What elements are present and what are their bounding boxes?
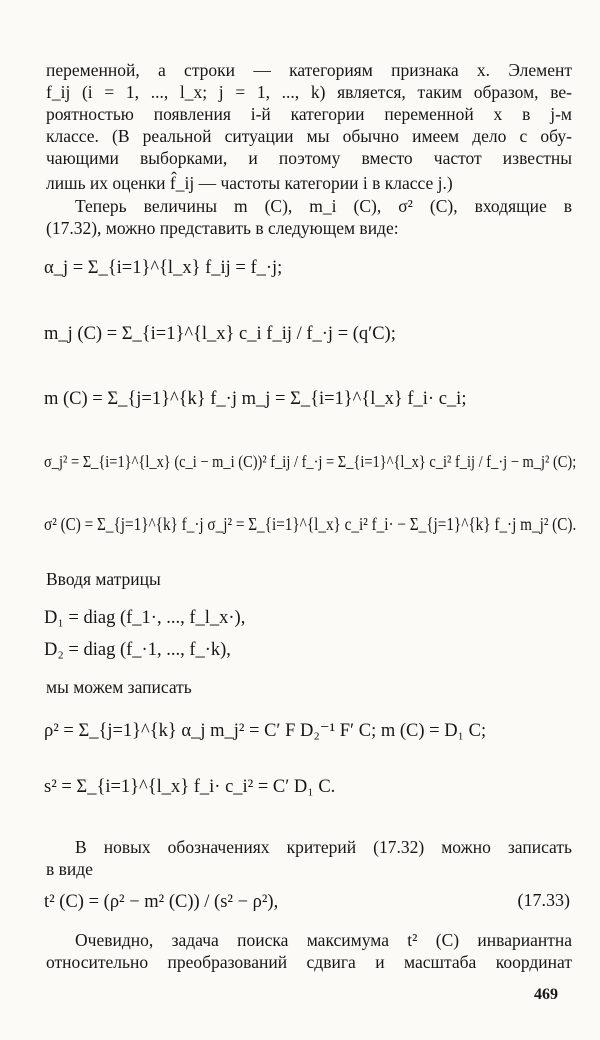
text-line: лишь их оценки f̂_ij — частоты категории i в классе j.): [46, 173, 453, 193]
text-line: Вводя матрицы: [46, 569, 161, 589]
text-line: Теперь величины m (C), m_i (C), σ² (C), входящие в: [75, 196, 572, 216]
equation-number: (17.33): [517, 890, 570, 910]
text-line: Очевидно, задача поиска максимума t² (C) инвариантна: [75, 930, 572, 950]
formula-rho: ρ² = Σ_{j=1}^{k} α_j m_j² = C′ F D₂⁻¹ F′ C; m (C) = D₁ C;: [44, 721, 487, 741]
formula-t: t² (C) = (ρ² − m² (C)) / (s² − ρ²),: [44, 892, 279, 912]
formula-d2: D₂ = diag (f_·1, ..., f_·k),: [44, 640, 231, 660]
text-line: чающими выборками, и поэтому вместо частот известны: [46, 148, 572, 168]
text-line: переменной, а строки — категориям признака x. Элемент: [46, 60, 572, 80]
formula-sigma-j: σ_j² = Σ_{i=1}^{l_x} (c_i − m_i (C))² f_ij / f_·j = Σ_{i=1}^{l_x} c_i² f_ij / f_·j − m_j² (C);: [44, 452, 577, 471]
formula-m-j: m_j (C) = Σ_{i=1}^{l_x} c_i f_ij / f_·j = (q′C);: [44, 324, 396, 344]
text-line: роятностью появления i-й категории переменной x в j-м: [46, 104, 572, 124]
formula-s: s² = Σ_{i=1}^{l_x} f_i· c_i² = C′ D₁ C.: [44, 777, 336, 797]
text-line: классе. (В реальной ситуации мы обычно имеем дело с обу-: [46, 126, 572, 146]
formula-sigma-c: σ² (C) = Σ_{j=1}^{k} f_·j σ_j² = Σ_{i=1}^{l_x} c_i² f_i· − Σ_{j=1}^{k} f_·j m_j² (C).: [44, 514, 577, 534]
formula-alpha-j: α_j = Σ_{i=1}^{l_x} f_ij = f_·j;: [44, 258, 283, 278]
text-line: В новых обозначениях критерий (17.32) можно записать: [75, 837, 572, 857]
text-line: в виде: [46, 859, 93, 879]
text-line: мы можем записать: [46, 677, 192, 697]
formula-d1: D₁ = diag (f_1·, ..., f_l_x·),: [44, 608, 246, 628]
page-number: 469: [534, 986, 558, 1003]
text-line: f_ij (i = 1, ..., l_x; j = 1, ..., k) является, таким образом, ве-: [46, 82, 572, 102]
text-line: относительно преобразований сдвига и масштаба координат: [46, 952, 572, 972]
formula-m-c: m (C) = Σ_{j=1}^{k} f_·j m_j = Σ_{i=1}^{l_x} f_i· c_i;: [44, 389, 467, 409]
text-line: (17.32), можно представить в следующем виде:: [46, 218, 399, 238]
